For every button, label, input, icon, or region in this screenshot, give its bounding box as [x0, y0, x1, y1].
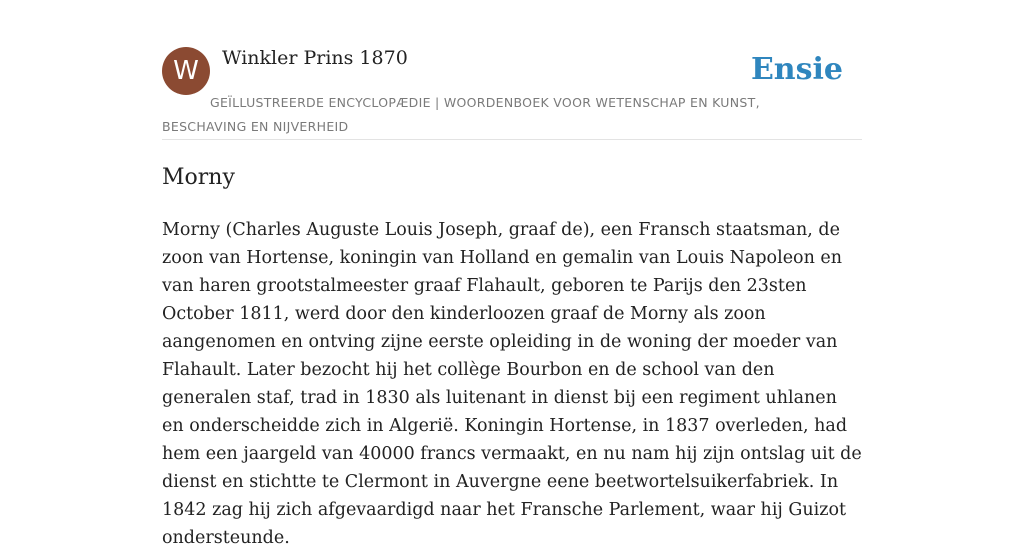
- brand-logo[interactable]: Ensie: [750, 52, 843, 87]
- header-divider: [162, 139, 862, 140]
- header: [162, 46, 862, 140]
- source-subtitle: GEÏLLUSTREERDE ENCYCLOPÆDIE | WOORDENBOEK VOOR WETENSCHAP EN KUNST, BESCHAVING EN NIJVERHEID: [162, 95, 760, 134]
- article-title: Morny: [162, 165, 235, 190]
- source-title-link[interactable]: Winkler Prins 1870: [222, 47, 408, 69]
- source-avatar[interactable]: W: [162, 47, 210, 95]
- article-body: Morny (Charles Auguste Louis Joseph, graaf de), een Fransch staatsman, de zoon van Hortense, koningin van Holland en gemalin van Louis Napoleon en van haren grootstalmeester graaf Flahault, geboren te Parijs den 23sten October 1811, werd door den kinderloozen graaf de Morny als zoon aangenomen en ontving zijne eerste opleiding in de woning der moeder van Flahault. Later bezocht hij het collège Bourbon en de school van den generalen staf, trad in 1830 als luitenant in dienst bij een regiment uhlanen en onderscheidde zich in Algerië. Koningin Hortense, in 1837 overleden, had hem een jaargeld van 40000 francs vermaakt, en nu nam hij zijn ontslag uit de dienst en stichtte te Clermont in Auvergne eene beetwortelsuikerfabriek. In 1842 zag hij zich afgevaardigd naar het Fransche Parlement, waar hij Guizot ondersteunde.: [162, 220, 862, 548]
